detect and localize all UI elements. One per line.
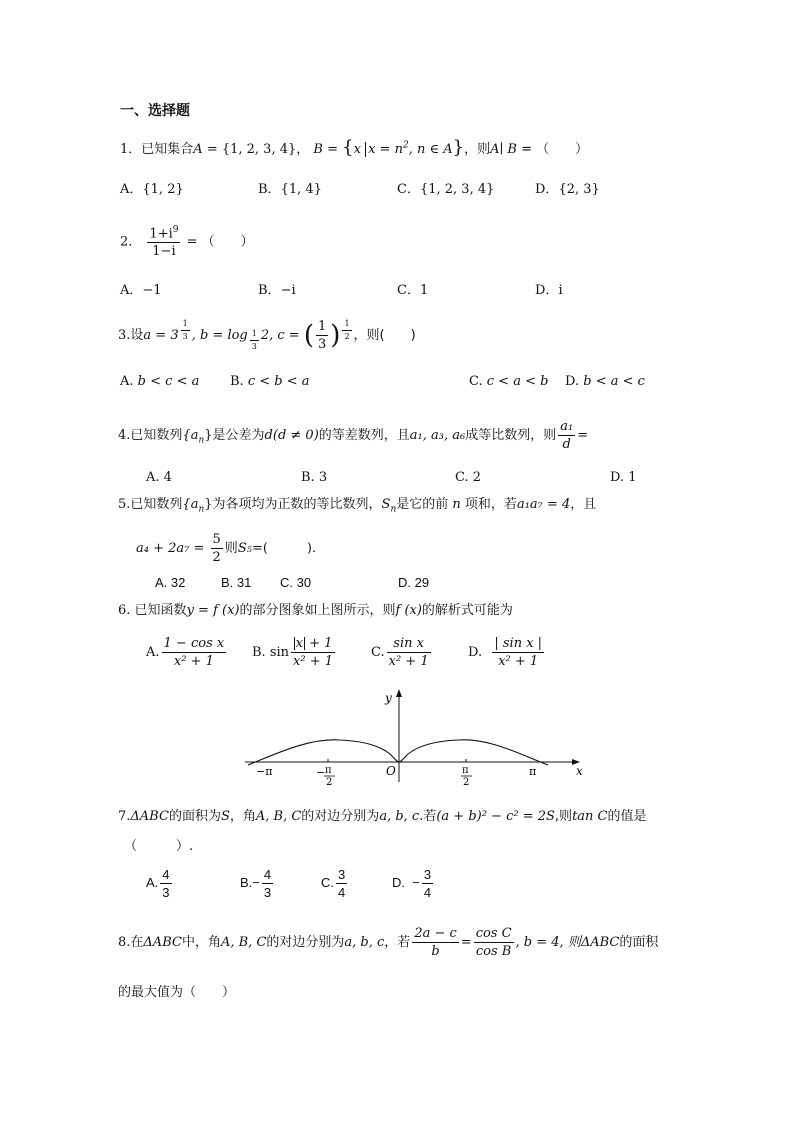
q4-option-c-value: 2 [472,470,482,485]
q5-fraction [211,533,223,564]
q7-option-d-sign: − [412,874,420,890]
q1-set-a-value: = {1, 2, 3, 4} [202,142,297,157]
q5-line2 [136,533,316,564]
q5-option-c[interactable] [280,576,311,589]
q1-option-b-value: {1, 4} [280,182,322,197]
q2-option-a[interactable] [120,284,162,297]
q3-text: 设 [130,328,144,343]
q4-option-b-value: 3 [318,470,328,485]
q5-text4: 项和，若 [464,497,517,512]
q3-b: , b = log [191,328,248,343]
q6-a-num: 1 − cos x [163,636,225,651]
q1-eq2: = [322,142,343,157]
q4-eq: = [577,428,589,443]
q1-text2: ，则 [464,142,491,157]
tick-label-neg-pi: −π [256,765,273,778]
q2-option-d-label: D． [535,283,559,298]
q7-c-num: 3 [338,867,346,882]
q8-text6: 的面积 [619,935,659,950]
q5-option-a-label: A. [155,575,168,590]
q7-text2: ，角 [229,809,256,824]
q6-c-den: x² + 1 [388,654,429,669]
q5-option-c-value: 30 [296,575,312,590]
q5-text5: ，且 [570,497,597,512]
q6-option-a[interactable] [146,637,228,668]
q5-seq-right: } [204,497,213,512]
q7-option-d[interactable] [392,868,435,899]
q5-option-d[interactable] [398,576,429,589]
q5-seq-sub: n [198,504,205,515]
q5-option-b-label: B. [221,575,234,590]
q4-terms: a₁, a₃, a₆ [409,428,466,443]
q6-c-num: sin x [387,637,431,653]
y-axis-label: y [385,691,392,705]
q3-text2: ，则( ) [353,328,416,343]
q6-option-b-fraction [291,637,335,668]
q3-log-base-num: 1 [250,330,259,341]
q3-option-b-value: c < b < a [247,374,310,389]
tick-label-neg-half-pi-minus: − [316,766,326,779]
q6-b-abs-x: x [295,636,303,651]
q4-frac-den: d [562,437,571,452]
q1-ab: A∣ B [490,142,517,157]
q4-option-a[interactable] [146,471,172,484]
q6-option-c-label: C. [371,645,385,660]
q1-option-a-label: A． [120,182,143,197]
q7-option-d-fraction [422,868,433,899]
q6-option-a-label: A. [146,645,160,660]
q5-text2: 为各项均为正数的等比数列， [212,497,382,512]
q3-a-exp-den: 3 [182,332,188,341]
q8-frac2-num: cos C [475,926,512,941]
q1-text: 已知集合 [141,142,194,157]
q1-option-c-value: {1, 2, 3, 4} [419,182,495,197]
q2-paren: （ ） [201,234,254,250]
q2-eq: = [186,234,198,250]
q5-sn: S [381,497,391,512]
q6-option-d[interactable] [468,637,546,668]
q6-a-den: x² + 1 [173,654,214,669]
q2-option-b[interactable] [258,284,296,297]
q7-tan: tan C [572,809,608,824]
q5-option-a[interactable] [155,576,185,589]
q1-brace-right: } [452,137,465,158]
q3-c-exp-den: 2 [344,332,350,341]
q6-option-c[interactable] [371,637,433,668]
q3-option-a-value: b < c < a [137,374,200,389]
q3-log-base [250,330,259,351]
q7-option-b[interactable] [240,868,275,899]
question-8 [118,927,658,958]
q6-option-b-label: B. [252,645,266,660]
question-6 [118,604,513,617]
q8-abc-upper: A, B, C [220,935,267,950]
q6-text3: 的解析式可能为 [421,603,513,618]
q7-b-num: 4 [263,867,272,882]
q5-option-d-label: D. [398,575,411,590]
q2-denominator: 1−i [152,244,176,260]
q2-option-b-label: B． [258,283,281,298]
q8-line2: 的最大值为（ ） [118,985,236,1000]
q2-option-b-value: −i [280,283,296,298]
tick-label-half-pi-num: π [462,765,469,776]
q3-a-exp-num: 1 [181,320,190,331]
q1-option-d-label: D． [535,182,559,197]
q4-option-b-label: B. [301,470,315,485]
q1-pow: 2 [402,140,409,151]
q7-number: 7. [118,809,131,824]
q2-option-a-label: A． [120,283,143,298]
q6-f: y = f (x) [186,603,240,618]
q7-b-den: 3 [263,885,272,900]
q1-option-a[interactable] [120,183,184,196]
q6-d-num: | sin x | [494,636,543,651]
function-curve [248,740,548,765]
q3-b2: 2, c = [260,328,304,343]
q7-abc-lower: a, b, c [379,809,420,824]
q6-option-a-fraction [162,637,227,668]
q8-text4: ，若 [384,935,411,950]
q5-option-d-value: 29 [414,575,430,590]
q8-fraction-1 [412,927,458,958]
q5-cond: a₁a₇ = 4 [516,497,571,512]
q8-frac1-den: b [431,944,440,959]
q3-c-num: 1 [318,319,327,334]
q3-option-d-value: b < a < c [583,374,645,389]
q4-text3: 的等差数列，且 [318,428,410,443]
q6-text2: 的部分图象如上图所示，则 [239,603,396,618]
q8-text3: 的对边分别为 [266,935,345,950]
q5-option-b-value: 31 [236,575,252,590]
q8-eq: = [460,935,472,950]
question-5 [118,498,596,515]
q2-option-c-value: 1 [419,283,429,298]
q7-option-a[interactable] [146,868,174,899]
q2-option-c-label: C． [397,283,420,298]
q3-option-c-label: C. [469,374,483,389]
q8-fraction-2 [474,927,514,958]
q5-paren: =( ). [251,541,317,556]
q4-d: d(d ≠ 0) [264,428,319,443]
q5-frac-num: 5 [212,532,221,547]
q7-d-den: 4 [423,885,432,900]
q2-number: 2． [120,234,142,250]
q1-set-b: B [313,142,323,157]
x-axis-label: x [576,764,583,778]
y-axis-arrow-icon [396,689,402,697]
q5-sn-sub: n [390,504,397,515]
q7-a-den: 3 [162,885,170,900]
q7-text6: 的值是 [607,809,647,824]
q5-number: 5. [118,497,131,512]
q4-text: 已知数列 [130,428,183,443]
q3-option-d-label: D. [565,374,580,389]
q1-x: x [353,142,361,157]
question-2 [120,226,254,258]
q4-number: 4. [118,428,131,443]
q5-seq: {a [182,497,199,512]
q4-frac-num: a₁ [560,419,574,434]
q7-equation: (a + b)² − c² = 2S [436,809,555,824]
q7-option-d-label: D. [392,874,405,890]
q6-function-graph [240,686,590,786]
q4-option-c[interactable] [455,471,481,484]
q3-c-exponent [342,320,351,341]
q7-option-c-fraction [336,868,347,899]
q4-option-d-label: D. [610,470,625,485]
q3-option-c[interactable] [469,375,548,388]
q6-b-den: x² + 1 [293,654,334,669]
question-3: 3.设a = 3 $\frac{1}{3}$ , b = log $\frac{1}{3}$ 2, c = ( $\frac{1}{3}$ ) $\frac{1}{2}$ ，则( ) [118,319,416,352]
q5-option-b[interactable] [221,576,251,589]
q7-option-c-label: C. [321,874,334,890]
q2-power: 9 [172,225,179,235]
q1-option-d-value: {2, 3} [558,182,600,197]
q7-paren: （ ）. [124,839,194,854]
q3-option-a[interactable] [120,375,199,388]
q7-text4: .若 [419,809,437,824]
q3-option-c-value: c < a < b [486,374,549,389]
q1-option-b-label: B． [258,182,281,197]
q5-text: 已知数列 [130,497,183,512]
q7-text3: 的对边分别为 [301,809,380,824]
q7-a-num: 4 [162,867,170,882]
q2-option-c[interactable] [397,284,428,297]
q7-c-den: 4 [338,885,346,900]
q8-abc-lower: a, b, c [344,935,385,950]
q2-option-d-value: i [558,283,563,298]
q1-paren: = （ ） [516,142,589,157]
q1-cond2: , n ∈ A [408,142,453,157]
q1-option-b[interactable] [258,183,322,196]
q1-set-a: A [193,142,203,157]
q1-cond: x = n [368,142,403,157]
q7-option-a-fraction [160,868,171,899]
q4-text2: 是公差为 [212,428,265,443]
q4-text4: 成等比数列，则 [465,428,557,443]
q8-triangle-2: ΔABC [580,935,620,950]
q2-fraction [147,226,180,258]
q1-sep: ， [296,142,310,157]
q5-then: 则 [224,541,238,556]
q6-d-den: x² + 1 [498,654,539,669]
q8-text: 在 [130,935,144,950]
tick-label-half-pi-den: 2 [463,777,470,786]
q2-option-a-value: −1 [142,283,162,298]
q5-option-c-label: C. [280,575,293,590]
q7-option-a-label: A. [146,874,159,890]
q8-text2: 中，角 [181,935,221,950]
q6-option-b[interactable] [252,637,337,668]
q3-option-b-label: B. [230,374,244,389]
question-1 [120,139,588,157]
q7-d-num: 3 [423,867,432,882]
q3-log-base-den: 3 [251,342,257,351]
q7-triangle: ΔABC [130,809,169,824]
q5-option-a-value: 32 [170,575,186,590]
q3-number: 3. [118,328,131,343]
q7-option-b-label: B. [240,874,253,890]
q3-c-fraction [316,320,328,351]
q5-n: n [452,497,461,512]
q5-expr: a₄ + 2a₇ = [136,541,209,556]
q5-s5: S₅ [237,541,252,556]
q4-option-d[interactable] [610,471,637,484]
q4-option-b[interactable] [301,471,327,484]
q6-number: 6. [118,603,131,618]
q8-number: 8. [118,935,131,950]
q7-text5: ,则 [554,809,573,824]
q4-option-a-value: 4 [163,470,172,485]
q4-seq-right: } [204,428,213,443]
q4-option-a-label: A. [146,470,160,485]
q7-text: 的面积为 [168,809,221,824]
q1-option-d[interactable] [535,183,600,196]
q6-option-c-fraction [387,637,431,668]
q3-a: a = 3 [143,328,179,343]
q6-b-plus: + 1 [304,636,333,651]
q8-triangle: ΔABC [143,935,182,950]
q4-option-d-value: 1 [628,470,637,485]
q3-option-b[interactable] [230,375,310,388]
q1-option-c-label: C． [397,182,420,197]
q3-c-exp-num: 1 [342,320,351,331]
q3-option-a-label: A. [120,374,134,389]
q5-text3: 是它的前 [396,497,449,512]
tick-label-neg-half-pi-num: π [325,765,332,776]
q2-option-d[interactable] [535,284,563,297]
q7-abc-upper: A, B, C [255,809,302,824]
q2-numerator: 1+i [149,226,173,242]
q4-fraction [558,420,575,451]
tick-label-pi: π [529,765,537,778]
q8-b-value: , b = 4, 则 [515,935,581,950]
q3-a-exponent [181,320,190,341]
tick-label-neg-half-pi-den: 2 [326,777,333,786]
q8-frac1-num: 2a − c [414,926,457,941]
q6-text: 已知函数 [134,603,187,618]
q1-option-c[interactable] [397,183,494,196]
section-title: 一、选择题 [120,103,190,119]
q7-s: S [220,809,230,824]
question-7 [118,810,647,823]
q3-c-den: 3 [318,337,327,352]
q6-b-sin: sin [269,645,290,660]
origin-label: O [386,764,396,778]
q6-fx: f (x) [395,603,422,618]
q4-seq: {a [182,428,199,443]
q3-option-d[interactable] [565,375,645,388]
q7-option-b-fraction [262,868,273,899]
q4-seq-sub: n [198,435,205,446]
q6-option-d-fraction [492,637,544,668]
q7-option-c[interactable] [321,868,349,899]
q7-option-b-sign: − [252,874,260,890]
q6-option-d-label: D. [468,645,483,660]
question-4 [118,420,588,451]
q4-option-c-label: C. [455,470,469,485]
q5-frac-den: 2 [212,550,221,565]
q1-brace-left: { [342,137,354,158]
q1-number: 1． [120,142,142,157]
q1-option-a-value: {1, 2} [142,182,184,197]
q8-frac2-den: cos B [475,944,512,959]
